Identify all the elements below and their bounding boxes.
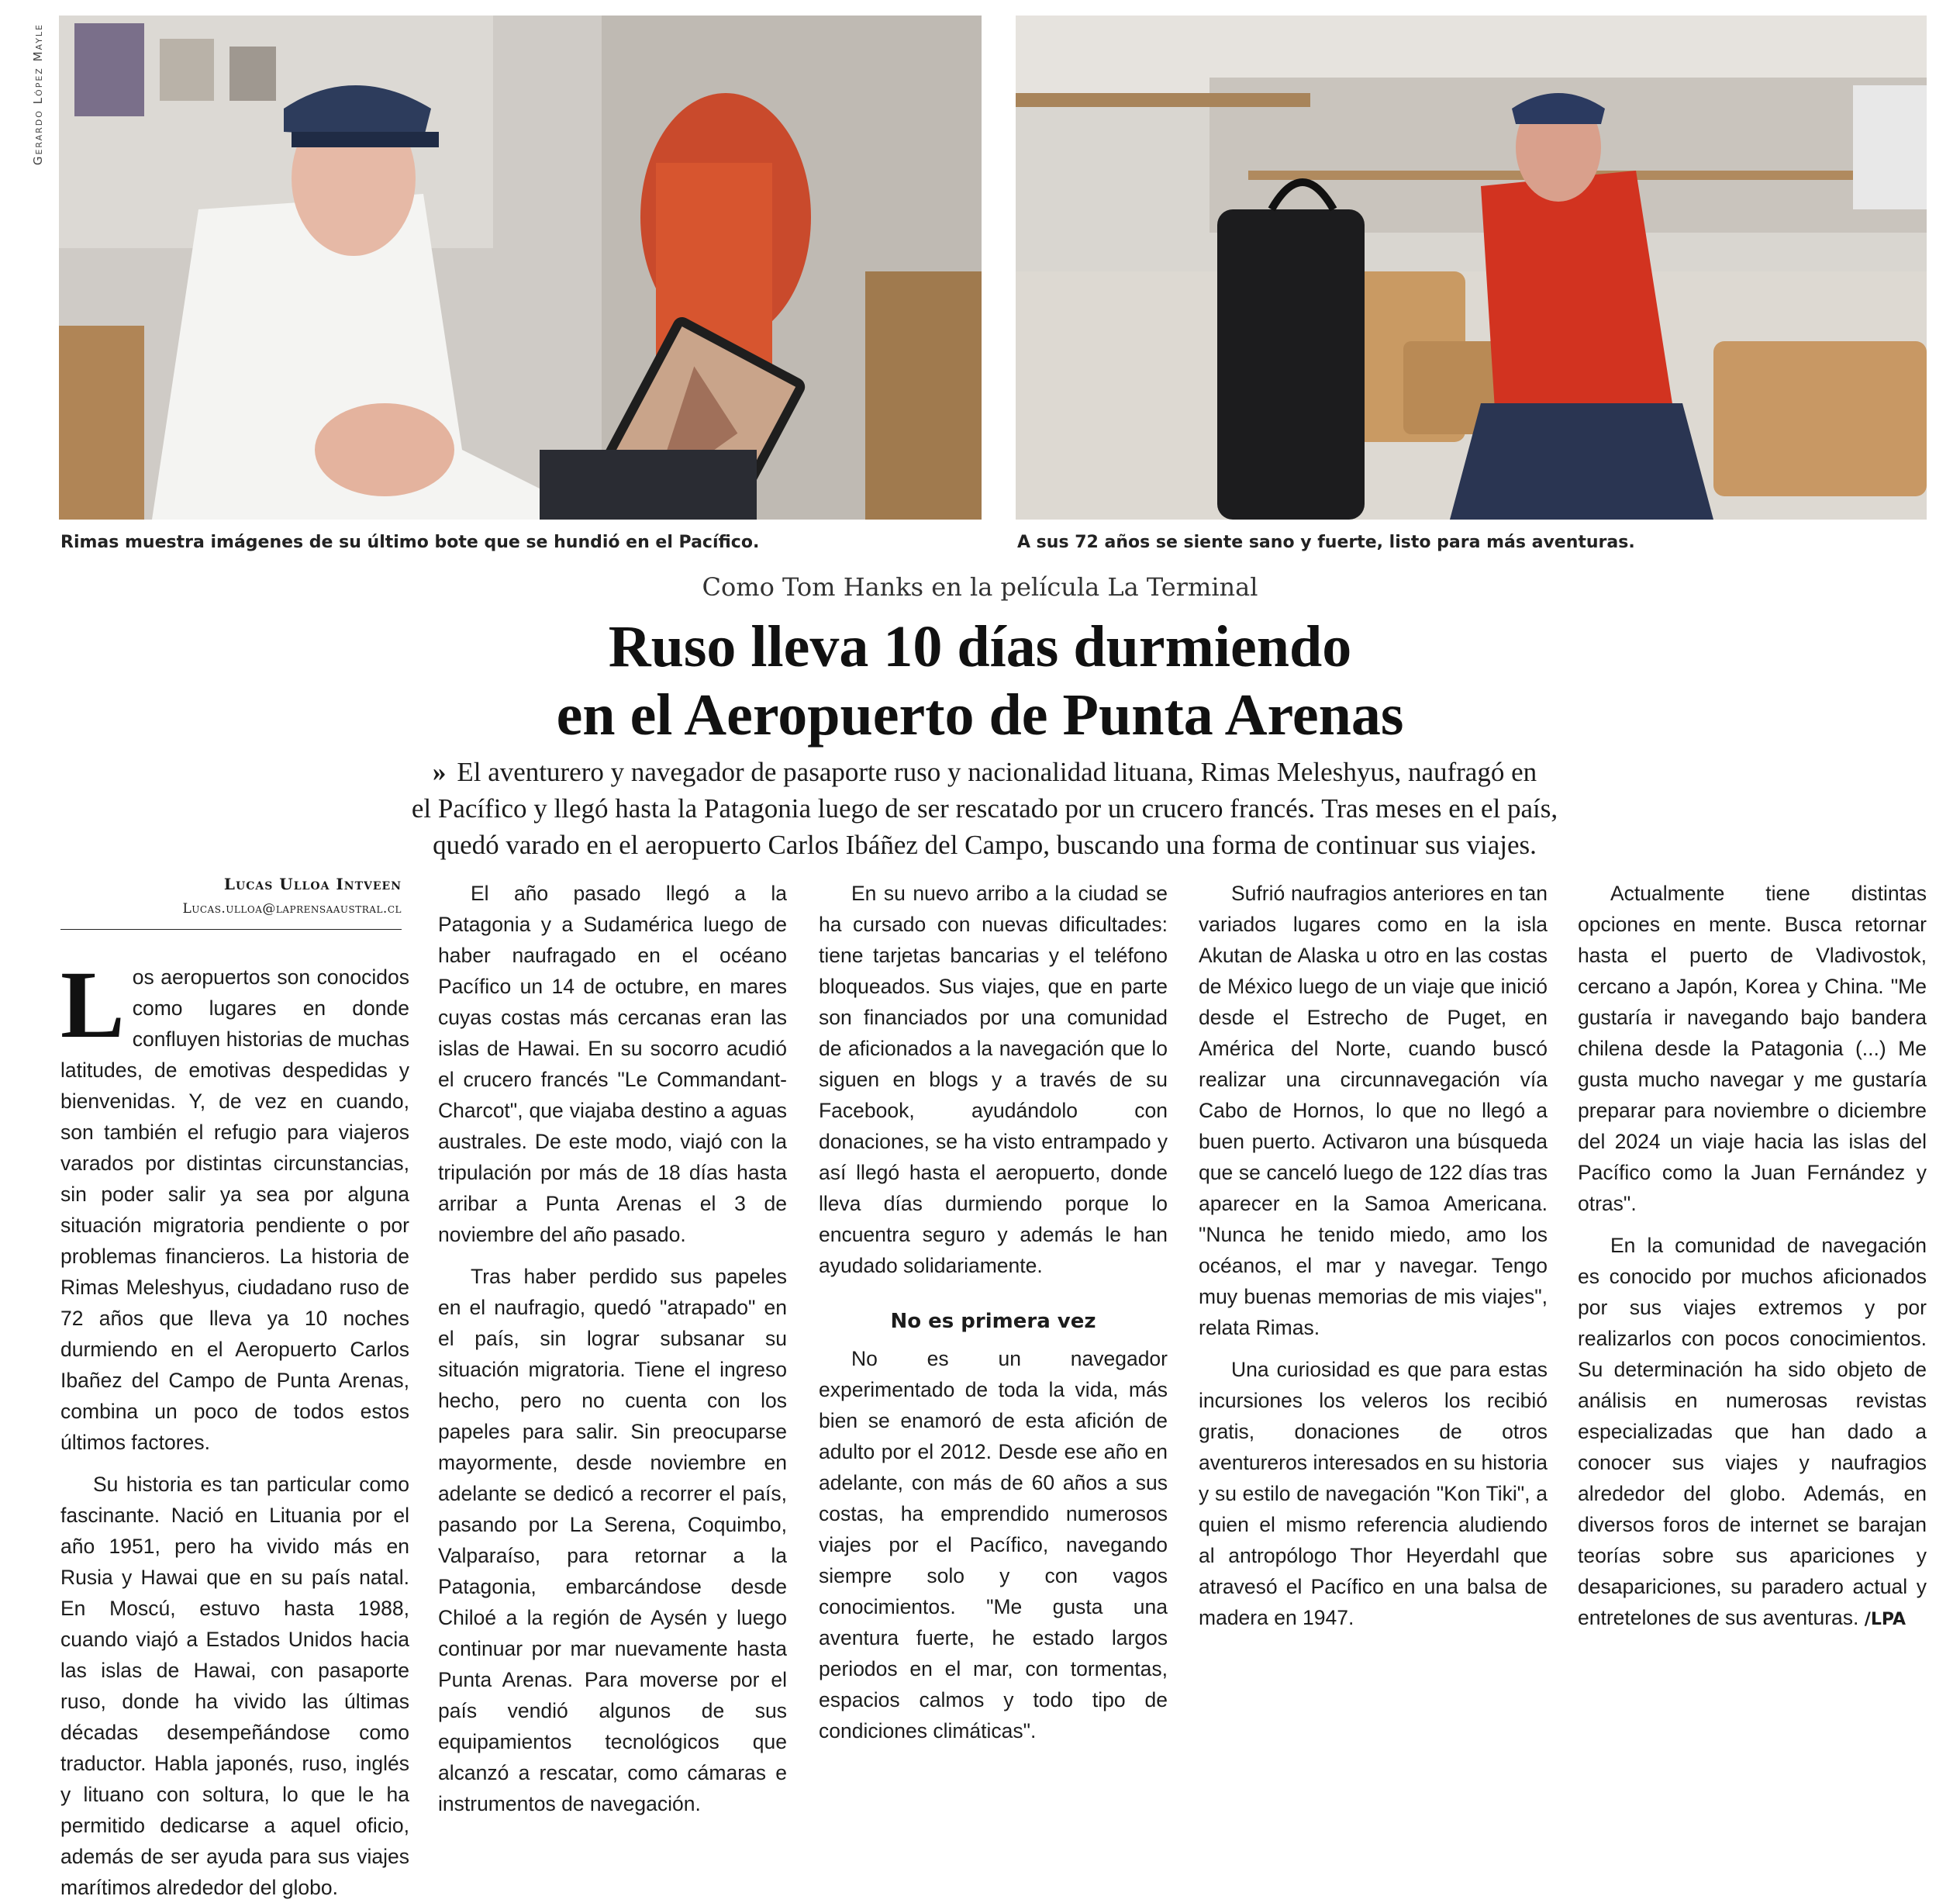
paragraph-9: Actualmente tiene distintas opciones en mente. Busca retornar hasta el puerto de Vladivostok, cercano a Japón, Korea y China. "Me gustaría ir navegando bajo bandera chilena desde la Patagonia (...) Me gusta mucho navegar y me gustaría preparar para noviembre o diciembre del 2024 un viaje hacia las islas del Pacífico como la Juan Fernández y otras".	[1578, 882, 1927, 1215]
headline-line-1: Ruso lleva 10 días durmiendo	[608, 614, 1352, 679]
paragraph-4: Tras haber perdido sus papeles en el naufragio, quedó "atrapado" en el país, sin lograr subsanar su situación migratoria. Tiene el ingreso hecho, pero no cuenta con los papeles para salir. Sin preocuparse mayormente, desde noviembre en adelante se dedicó a recorrer el país, pasando por La Serena, Coquimbo, Valparaíso, para retornar a la Patagonia, embarcándose desde Chiloé a la región de Aysén y luego continuar por mar nuevamente hasta Punta Arenas. Para moverse por el país vendió algunos de sus equipamientos tecnológicos que alcanzó a rescatar, como cámaras e instrumentos de navegación.	[438, 1265, 787, 1815]
article-signature: /LPA	[1864, 1610, 1906, 1629]
paragraph-6: No es un navegador experimentado de toda la vida, más bien se enamoró de esta afición de adulto por el 2012. Desde ese año en adelante, con más de 60 años a sus costas, ha emprendido numerosos viajes por el Pacífico, navegando siempre solo y con vagos conocimientos. "Me gusta una aventura fuerte, he estado largos periodos en el mar, con tormentas, espacios calmos y todo tipo de condiciones climáticas".	[819, 1347, 1168, 1742]
photo-rimas-tablet	[59, 16, 982, 520]
article-lead	[372, 754, 1597, 863]
paragraph-5: En su nuevo arribo a la ciudad se ha cursado con nuevas dificultades: tiene tarjetas bancarias y el teléfono bloqueados. Sus viajes, que en parte son financiados por una comunidad de aficionados a la navegación que lo siguen en blogs y a través de su Facebook, ayudándolo con donaciones, se ha visto entrampado y así llegó hasta el aeropuerto, donde lleva días durmiendo porque lo encuentra seguro y además le han ayudado solidariamente.	[819, 882, 1168, 1277]
photo-caption-2: A sus 72 años se siente sano y fuerte, listo para más aventuras.	[1017, 533, 1635, 552]
lead-arrow-icon: »	[432, 757, 447, 787]
article-kicker: Como Tom Hanks en la película La Terminal	[702, 572, 1258, 602]
paragraph-2: Su historia es tan particular como fascinante. Nació en Lituania por el año 1951, pero ha vivido más en Rusia y Hawai que en su país natal. En Moscú, estuvo hasta 1988, cuando viajó a Estados Unidos hacia las islas de Hawai, con pasaporte ruso, donde ha vivido las últimas décadas desempeñándose como traductor. Habla japonés, ruso, inglés y lituano con soltura, lo que le ha permitido dedicarse a aquel oficio, además de ser ayuda para sus viajes marítimos alrededor del globo.	[60, 1473, 409, 1899]
drop-cap: L	[60, 952, 125, 1058]
byline-email: Lucas.ulloa@laprensaaustral.cl	[182, 901, 402, 917]
section-subhead: No es primera vez	[890, 1310, 1096, 1333]
byline-author: Lucas Ulloa Intveen	[223, 875, 402, 893]
byline-divider	[60, 929, 402, 930]
lead-line-2: el Pacífico y llegó hasta la Patagonia luego de ser rescatado por un crucero francés. Tras meses en el país,	[411, 793, 1558, 824]
article-column-5	[1578, 878, 1927, 1635]
photo-rimas-seated	[1016, 16, 1927, 520]
article-column-1	[60, 952, 409, 1903]
paragraph-7: Sufrió naufragios anteriores en tan variados lugares como en la isla Akutan de Alaska u otro en las costas de México luego de un viaje que inició desde el Estrecho de Puget, en América del Norte, cuando buscó realizar una circunnavegación vía Cabo de Hornos, lo que no llegó a buen puerto. Activaron una búsqueda que se canceló luego de 122 días tras aparecer en la Samoa Americana. "Nunca he tenido miedo, amo los océanos, el mar y navegar. Tengo muy buenas memorias de mis viajes", relata Rimas.	[1199, 882, 1548, 1339]
paragraph-10: En la comunidad de navegación es conocido por muchos aficionados por sus viajes extremos y por realizarlos con pocos conocimientos. Su determinación ha sido objeto de análisis en numerosas revistas especializadas que han dado a conocer sus viajes y naufragios alrededor del globo. Además, en diversos foros de internet se barajan teorías sobre sus apariciones y desapariciones, su paradero actual y entretelones de sus aventuras. /LPA	[1578, 1234, 1927, 1629]
headline-line-2: en el Aeropuerto de Punta Arenas	[556, 682, 1404, 748]
lead-line-1: » El aventurero y navegador de pasaporte ruso y nacionalidad lituana, Rimas Meleshyus, naufragó en	[432, 757, 1537, 787]
article-column-2	[438, 878, 787, 1819]
photo-caption-1: Rimas muestra imágenes de su último bote que se hundió en el Pacífico.	[60, 533, 760, 552]
photo-credit: Gerardo López Mayle	[31, 23, 45, 166]
paragraph-1: Los aeropuertos son conocidos como lugares en donde confluyen historias de muchas latitudes, de emotivas despedidas y bienvenidas. Y, de vez en cuando, son también el refugio para viajeros varados por distintas circunstancias, sin poder salir ya sea por alguna situación migratoria pendiente o por problemas financieros. La historia de Rimas Meleshyus, ciudadano ruso de 72 años que lleva ya 10 noches durmiendo en el Aeropuerto Carlos Ibañez del Campo de Punta Arenas, combina un poco de todos estos últimos factores.	[60, 952, 409, 1454]
paragraph-8: Una curiosidad es que para estas incursiones los veleros los recibió gratis, donaciones de otros aventureros interesados en su historia y su estilo de navegación "Kon Tiki", a quien el mismo referencia aludiendo al antropólogo Thor Heyerdahl que atravesó el Pacífico en una balsa de madera en 1947.	[1199, 1358, 1548, 1629]
lead-line-3: quedó varado en el aeropuerto Carlos Ibáñez del Campo, buscando una forma de continuar sus viajes.	[433, 830, 1537, 860]
article-column-3	[819, 878, 1168, 1746]
article-headline	[0, 613, 1960, 749]
article-column-4	[1199, 878, 1548, 1633]
paragraph-3: El año pasado llegó a la Patagonia y a Sudamérica luego de haber naufragado en el océano Pacífico un 14 de octubre, en mares cuyas costas más cercanas eran las islas de Hawai. En su socorro acudió el crucero francés "Le Commandant-Charcot", que viajaba destino a aguas australes. De este modo, viajó con la tripulación por más de 18 días hasta arribar a Punta Arenas el 3 de noviembre del año pasado.	[438, 882, 787, 1246]
byline	[60, 875, 402, 917]
